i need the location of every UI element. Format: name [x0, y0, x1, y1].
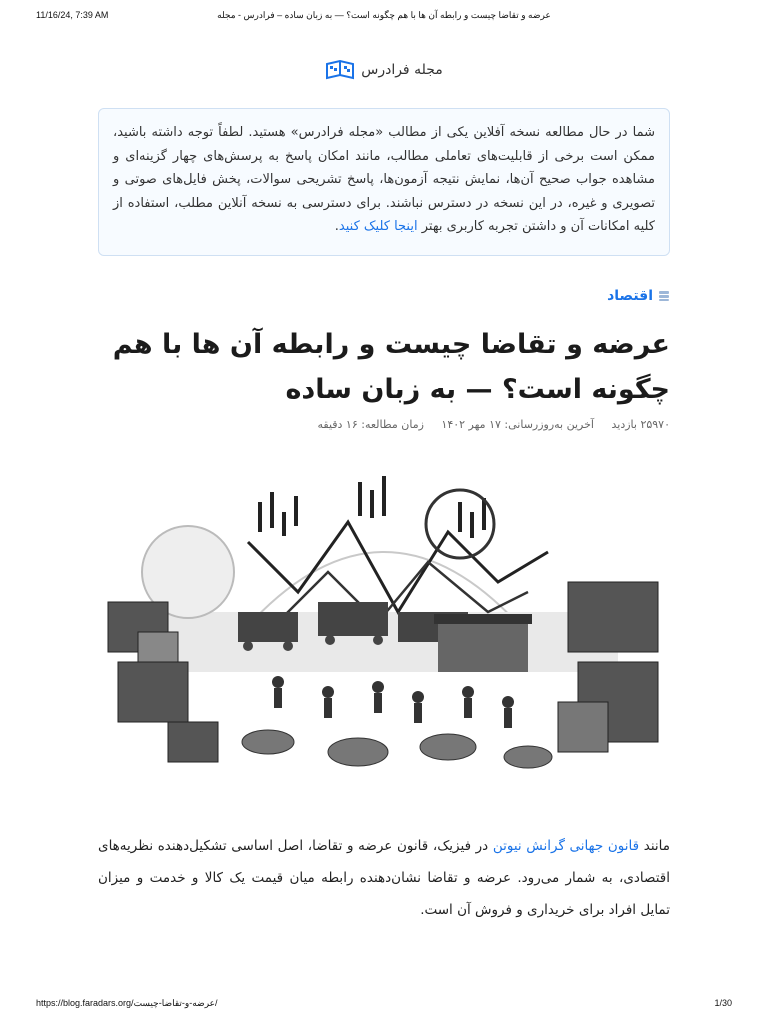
market-illustration: [98, 462, 670, 788]
print-header: [36, 8, 732, 24]
faradars-logo-icon: [325, 58, 355, 82]
print-page-title: عرضه و تقاضا چیست و رابطه آن ها با هم چگونه است؟ — به زبان ساده – فرادرس - مجله: [217, 10, 551, 20]
print-datetime: 11/16/24, 7:39 AM: [36, 10, 109, 20]
updated-date: آخرین به‌روزرسانی: ۱۷ مهر ۱۴۰۲: [441, 418, 594, 431]
newton-law-link[interactable]: قانون جهانی گرانش نیوتن: [492, 838, 640, 854]
category-link[interactable]: [607, 288, 670, 304]
category-label: اقتصاد: [607, 288, 653, 304]
article-meta: [98, 418, 670, 431]
intro-before-link: مانند: [639, 838, 670, 854]
article-title: عرضه و تقاضا چیست و رابطه آن ها با هم چگونه است؟ — به زبان ساده: [112, 329, 670, 405]
site-brand[interactable]: [0, 58, 768, 82]
brand-name: مجله فرادرس: [361, 62, 443, 78]
article-intro: [98, 830, 670, 926]
notice-end: .: [334, 219, 339, 234]
read-time: زمان مطالعه: ۱۶ دقیقه: [317, 418, 424, 431]
print-url: https://blog.faradars.org/عرضه-و-تقاضا-چیست/: [36, 998, 218, 1008]
print-footer: [36, 998, 732, 1014]
intro-after-link: در فیزیک، قانون عرضه و تقاضا، اصل اساسی تشکیل‌دهنده نظریه‌های اقتصادی، به شمار می‌رود. عرضه و تقاضا نشان‌دهنده رابطه میان قیمت یک کالا و خدمت و میزان تمایل افراد برای خریداری و فروش آن است.: [98, 838, 670, 918]
notice-link[interactable]: اینجا کلیک کنید: [338, 219, 418, 234]
views-count: ۲۵۹۷۰ بازدید: [611, 418, 670, 431]
offline-notice: [98, 108, 670, 256]
print-page-number: 1/30: [714, 998, 732, 1008]
notice-text: شما در حال مطالعه نسخه آفلاین یکی از مطالب «مجله فرادرس» هستید. لطفاً توجه داشته باشید، ممکن است برخی از قابلیت‌های تعاملی مطالب، مانند امکان پاسخ به پرسش‌های چهار گزینه‌ای و مشاهده جواب صحیح آن‌ها، نمایش نتیجه آزمون‌ها، پاسخ تشریحی سوالات، پخش فایل‌های صوتی و تصویری و غیره، در این نسخه در دسترس نباشند. برای دسترسی به نسخه آنلاین مطلب، استفاده از کلیه امکانات آن و داشتن تجربه کاربری بهتر: [113, 125, 655, 234]
category-icon: [658, 290, 670, 302]
